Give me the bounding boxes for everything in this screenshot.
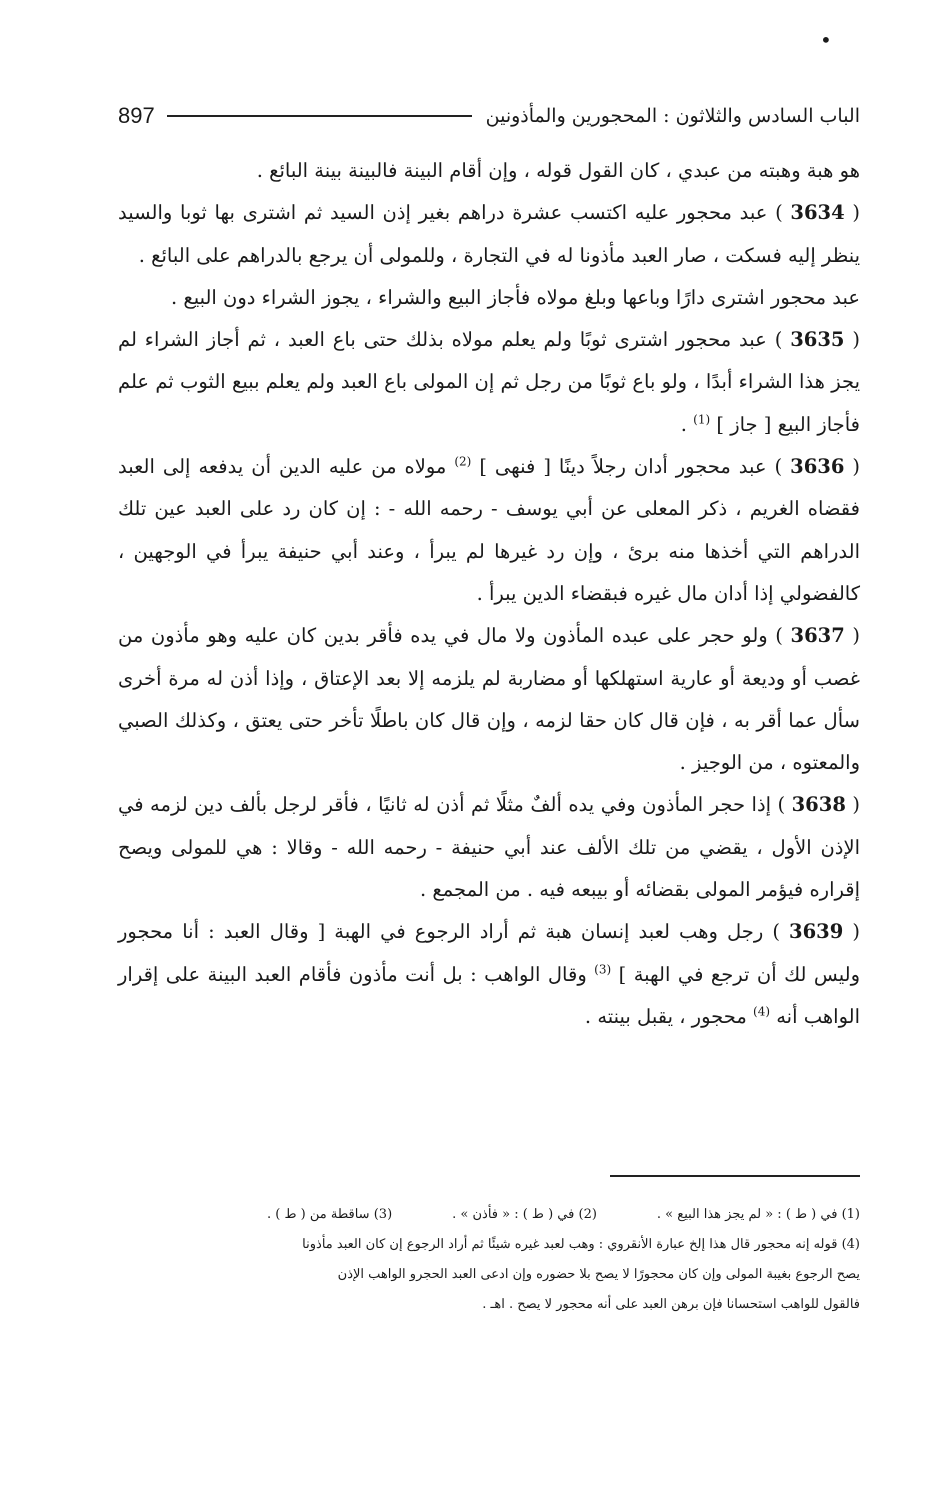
footnote-ref: (2) bbox=[454, 454, 472, 469]
footnote-separator bbox=[610, 1175, 860, 1177]
entry-number: 3634 bbox=[790, 201, 845, 225]
paragraph-3637: ( 3637 ) ولو حجر على عبده المأذون ولا مال في يده فأقر بدين كان عليه وهو مأذون من غصب أو وديعة أو عارية استهلكها أو مضاربة لم يلزمه إلا بعد الإعتاق ، وإذا أذن له مرة أخرى سأل عما أقر به ، فإن قال كان حقا لزمه ، وإن قال كان باطلًا تأخر حتى يعتق ، وكذلك الصبي والمعتوه ، من الوجيز . bbox=[118, 624, 860, 775]
footnotes bbox=[118, 1200, 860, 1320]
paragraph-3635: ( 3635 ) عبد محجور اشترى ثوبًا ولم يعلم مولاه بذلك حتى باع العبد ، ثم أجاز الشراء لم يجز هذا الشراء أبدًا ، ولو باع ثوبًا من رجل ثم إن المولى باع العبد ولم يعلم ببيع الثوب ثم علم فأجاز البيع [ جاز ] $^{(1)}$ . bbox=[118, 328, 860, 436]
footnote-4-line: يصح الرجوع بغيبة المولى وإن كان محجورًا لا يصح بلا حضوره وإن ادعى العبد الحجرو الواهب الإذن bbox=[337, 1267, 860, 1282]
paragraph-3638: ( 3638 ) إذا حجر المأذون وفي يده ألفٌ مثلًا ثم أذن له ثانيًا ، فأقر لرجل بألف دين لزمه في الإذن الأول ، يقضي من تلك الألف عند أبي حنيفة - رحمه الله - وقالا : هي للمولى ويصح إقراره فيؤمر المولى بقضائه أو بيبعه فيه . من المجمع . bbox=[118, 793, 860, 902]
paragraph-3634: ( 3634 ) عبد محجور عليه اكتسب عشرة دراهم بغير إذن السيد ثم اشترى بها ثوبا والسيد ينظر إليه فسكت ، صار العبد مأذونا له في التجارة ، وللمولى أن يرجع بالدراهم على البائع . bbox=[118, 201, 860, 267]
footnote-ref: (3) bbox=[594, 962, 612, 977]
footnote-row bbox=[118, 1200, 860, 1230]
main-text bbox=[118, 150, 860, 1038]
entry-number: 3636 bbox=[790, 455, 845, 479]
paragraph-3636: ( 3636 ) عبد محجور أدان رجلاً دينًا [ فنهى ] $^{(2)}$ مولاه من عليه الدين أن يدفعه إلى العبد فقضاه الغريم ، ذكر المعلى عن أبي يوسف - رحمه الله - : إن كان رد على العبد عين تلك الدراهم التي أخذها منه برئ ، وإن رد غيرها لم يبرأ ، وعند أبي حنيفة يبرأ في الوجهين ، كالفضولي إذا أدان مال غيره فبقضاء الدين يبرأ . bbox=[118, 454, 860, 605]
paragraph-continuation: هو هبة وهبته من عبدي ، كان القول قوله ، وإن أقام البينة فالبينة بينة البائع . bbox=[256, 159, 860, 182]
entry-number: 3635 bbox=[790, 328, 845, 352]
paragraph-3639: ( 3639 ) رجل وهب لعبد إنسان هبة ثم أراد الرجوع في الهبة [ وقال العبد : أنا محجور وليس لك أن ترجع في الهبة ] $^{(3)}$ وقال الواهب : بل أنت مأذون فأقام العبد البينة على إقرار الواهب أنه $^{(4)}$ محجور ، يقبل بينته . bbox=[118, 920, 860, 1028]
page-mark: • bbox=[820, 28, 832, 52]
footnote-3: (3) ساقطة من ( ط ) . bbox=[267, 1207, 393, 1222]
entry-number: 3639 bbox=[789, 920, 844, 944]
footnote-ref: (1) bbox=[693, 412, 711, 427]
running-header bbox=[118, 96, 860, 136]
page-number: 897 bbox=[118, 103, 155, 128]
footnote-1: (1) في ( ط ) : « لم يجز هذا البيع » . bbox=[656, 1207, 860, 1222]
paragraph-unnumbered: عبد محجور اشترى دارًا وباعها وبلغ مولاه فأجاز البيع والشراء ، يجوز الشراء دون البيع . bbox=[170, 285, 860, 309]
footnote-4-line: (4) قوله إنه محجور قال هذا إلخ عبارة الأنقروي : وهب لعبد غيره شيئًا ثم أراد الرجوع إن كان العبد مأذونا bbox=[302, 1237, 860, 1252]
footnote-2: (2) في ( ط ) : « فأذن » . bbox=[452, 1207, 597, 1222]
entry-number: 3638 bbox=[791, 793, 846, 817]
chapter-title: الباب السادس والثلاثون : المحجورين والمأذونين bbox=[485, 105, 860, 127]
entry-number: 3637 bbox=[790, 624, 845, 648]
header-rule bbox=[167, 115, 472, 117]
footnote-ref: (4) bbox=[753, 1004, 771, 1019]
footnote-4-line: فالقول للواهب استحسانا فإن برهن العبد على أنه محجور لا يصح . اهـ . bbox=[482, 1297, 860, 1312]
